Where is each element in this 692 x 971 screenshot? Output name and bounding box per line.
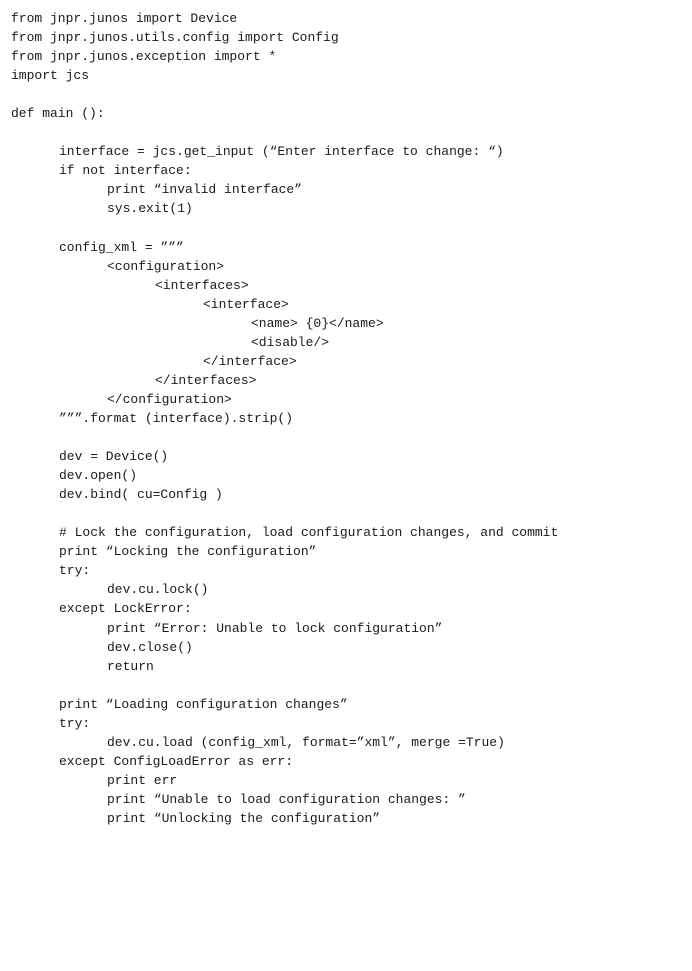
code-line: <interfaces> [155,277,249,293]
code-line: return [107,658,154,674]
code-line: dev.open() [59,468,138,484]
blank-line [11,219,558,238]
code-line: if not interface: [59,163,192,179]
code-line: print “Error: Unable to lock configuration” [107,620,443,636]
code-line: print “Unable to load configuration changes: ” [107,791,466,807]
code-line: except ConfigLoadError as err: [59,753,294,769]
code-line: </interfaces> [155,372,257,388]
code-line: dev.bind( cu=Config ) [59,487,223,503]
code-line: try: [59,715,91,731]
code-line: from jnpr.junos import Device [11,11,238,26]
code-line: <configuration> [107,258,225,274]
code-line: def main (): [11,106,105,122]
code-listing [11,9,558,828]
code-line: # Lock the configuration, load configuration changes, and commit [59,525,559,541]
code-line: print “Unlocking the configuration” [107,810,381,826]
code-line: </configuration> [107,391,232,407]
code-line: dev.cu.load (config_xml, format=”xml”, merge =True) [107,734,505,750]
blank-line [11,85,558,104]
code-line: ”””.format (interface).strip() [59,410,294,426]
code-line: print “Locking the configuration” [59,544,317,560]
code-line: print “Loading configuration changes” [59,696,348,712]
code-line: dev.close() [107,639,193,655]
code-line: try: [59,563,91,579]
code-line: except LockError: [59,601,192,617]
code-line: dev = Device() [59,449,169,465]
code-line: print “invalid interface” [107,182,303,198]
code-line: <interface> [203,296,289,312]
code-line: </interface> [203,353,297,369]
blank-line [11,428,558,447]
code-line: config_xml = ””” [59,239,184,255]
code-line: from jnpr.junos.exception import * [11,49,277,65]
code-line: sys.exit(1) [107,201,193,217]
code-line: print err [107,772,178,788]
blank-line [11,504,558,523]
code-line: <name> {0}</name> [251,315,384,331]
code-line: from jnpr.junos.utils.config import Config [11,30,339,46]
code-line: dev.cu.lock() [107,582,209,598]
code-line: <disable/> [251,334,330,350]
code-line: import jcs [11,68,90,84]
blank-line [11,676,558,695]
blank-line [11,123,558,142]
code-line: interface = jcs.get_input (“Enter interface to change: “) [59,144,504,160]
